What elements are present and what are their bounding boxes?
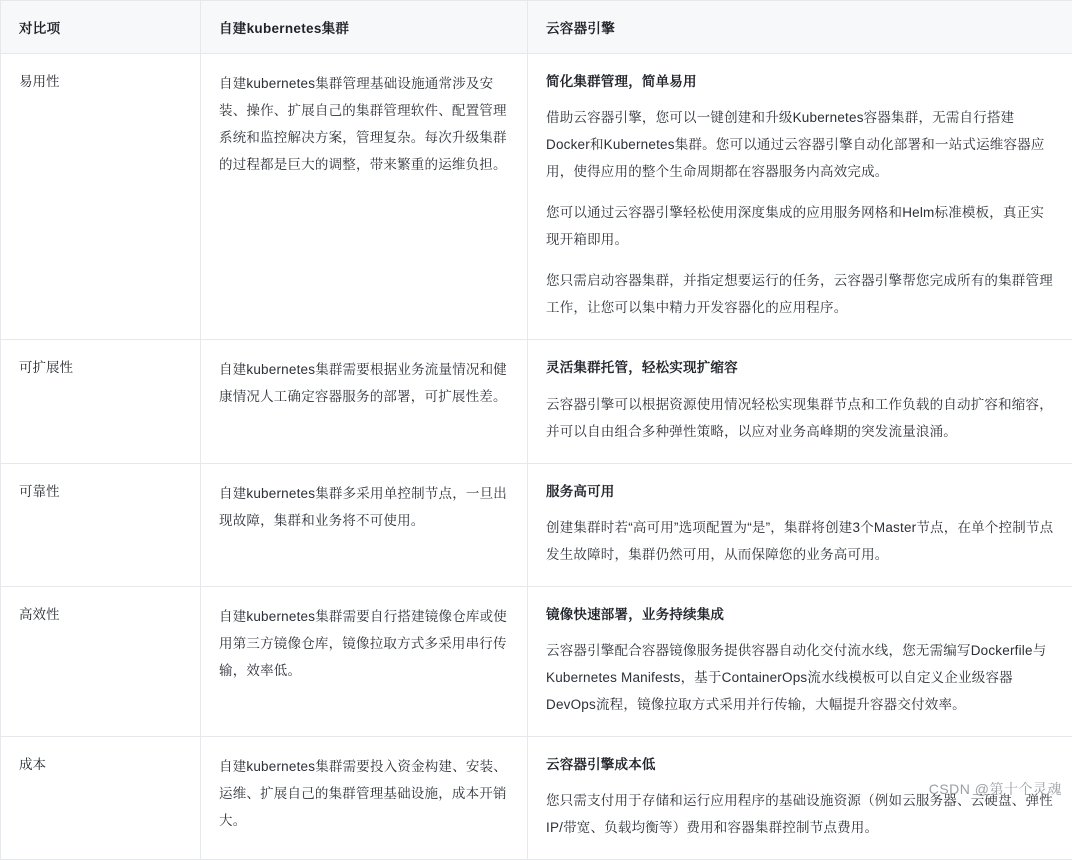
row-cce-cell [528,54,1072,340]
row-feature-label: 可靠性 [1,463,201,586]
cce-paragraph: 云容器引擎可以根据资源使用情况轻松实现集群节点和工作负载的自动扩容和缩容，并可以自由组合多种弹性策略，以应对业务高峰期的突发流量浪涌。 [546,391,1054,445]
cce-subtitle: 灵活集群托管，轻松实现扩缩容 [546,356,1054,380]
cce-paragraph: 您只需支付用于存储和运行应用程序的基础设施资源（例如云服务器、云硬盘、弹性IP/带宽、负载均衡等）费用和容器集群控制节点费用。 [546,787,1054,841]
row-feature-label: 高效性 [1,586,201,736]
cce-paragraph: 云容器引擎配合容器镜像服务提供容器自动化交付流水线，您无需编写Dockerfile与Kubernetes Manifests，基于ContainerOps流水线模板可以自定义企业级容器DevOps流程，镜像拉取方式采用并行传输，大幅提升容器交付效率。 [546,637,1054,718]
cce-paragraph: 您可以通过云容器引擎轻松使用深度集成的应用服务网格和Helm标准模板，真正实现开箱即用。 [546,199,1054,253]
table-row [1,586,1072,736]
cce-subtitle: 云容器引擎成本低 [546,753,1054,777]
watermark: CSDN @第十个灵魂 [929,779,1062,799]
row-cce-cell [528,463,1072,586]
table-row [1,737,1072,860]
table-row [1,340,1072,463]
cce-paragraph: 借助云容器引擎，您可以一键创建和升级Kubernetes容器集群，无需自行搭建Docker和Kubernetes集群。您可以通过云容器引擎自动化部署和一站式运维容器应用，使得应用的整个生命周期都在容器服务内高效完成。 [546,104,1054,185]
column-header-selfbuilt: 自建kubernetes集群 [201,1,528,54]
row-selfbuilt-text: 自建kubernetes集群管理基础设施通常涉及安装、操作、扩展自己的集群管理软件、配置管理系统和监控解决方案，管理复杂。每次升级集群的过程都是巨大的调整，带来繁重的运维负担。 [201,54,528,340]
table-row [1,463,1072,586]
cce-subtitle: 简化集群管理，简单易用 [546,70,1054,94]
row-cce-cell [528,340,1072,463]
column-header-feature: 对比项 [1,1,201,54]
cce-subtitle: 服务高可用 [546,480,1054,504]
cce-paragraph: 您只需启动容器集群，并指定想要运行的任务，云容器引擎帮您完成所有的集群管理工作，让您可以集中精力开发容器化的应用程序。 [546,267,1054,321]
table-header-row [1,1,1072,54]
cce-subtitle: 镜像快速部署，业务持续集成 [546,603,1054,627]
row-selfbuilt-text: 自建kubernetes集群多采用单控制节点，一旦出现故障，集群和业务将不可使用。 [201,463,528,586]
row-cce-cell [528,586,1072,736]
row-feature-label: 可扩展性 [1,340,201,463]
cce-paragraph: 创建集群时若“高可用”选项配置为“是”，集群将创建3个Master节点，在单个控制节点发生故障时，集群仍然可用，从而保障您的业务高可用。 [546,514,1054,568]
table-row [1,54,1072,340]
row-selfbuilt-text: 自建kubernetes集群需要根据业务流量情况和健康情况人工确定容器服务的部署，可扩展性差。 [201,340,528,463]
row-selfbuilt-text: 自建kubernetes集群需要投入资金构建、安装、运维、扩展自己的集群管理基础设施，成本开销大。 [201,737,528,860]
row-selfbuilt-text: 自建kubernetes集群需要自行搭建镜像仓库或使用第三方镜像仓库，镜像拉取方式多采用串行传输，效率低。 [201,586,528,736]
row-feature-label: 易用性 [1,54,201,340]
row-feature-label: 成本 [1,737,201,860]
column-header-cce: 云容器引擎 [528,1,1072,54]
